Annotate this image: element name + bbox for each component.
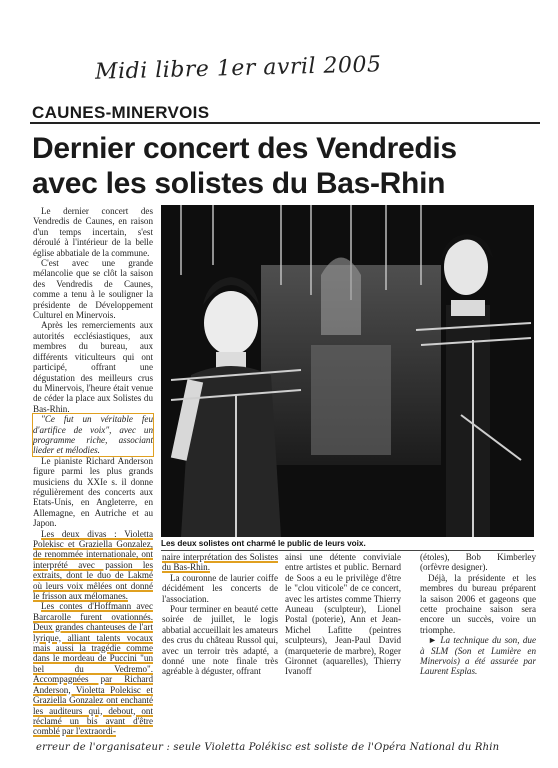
highlighted-quote: "Ce fut un véritable feu d'artifice de voix", avec un programme riche, associant lieder et mélodies. xyxy=(33,414,153,456)
article-column-4 xyxy=(420,552,536,677)
headline-line-1: Dernier concert des Vendredis xyxy=(32,132,457,165)
rubric-divider xyxy=(30,122,540,124)
headline xyxy=(32,131,457,201)
section-rubric: CAUNES-MINERVOIS xyxy=(32,103,210,122)
paragraph: Après les remerciements aux autorités ecclésiastiques, aux membres du bureau, aux différents viticulteurs qui ont participé, offrant une dégustation des meilleurs crus du Minervois, l'heure était venue de céder la place aux Solistes du Bas-Rhin. xyxy=(33,320,153,414)
paragraph: La couronne de laurier coiffe décidément les concerts de l'association. xyxy=(162,572,278,604)
paragraph: Pour terminer en beauté cette soirée de juillet, le logis abbatial accueillait les amateurs des crus du château Russol qui, avec un terroir très adapté, a donné une note finale très agréable à déguster, offrant xyxy=(162,604,278,677)
caption-divider xyxy=(161,550,534,551)
photo-caption: Les deux solistes ont charmé le public de leurs voix. xyxy=(161,539,366,548)
paragraph: C'est avec une grande mélancolie que se clôt la saison des Vendredis de Caunes, comme a tenu à le souligner la présidente de Développement Culturel en Minervois. xyxy=(33,258,153,321)
paragraph: Le pianiste Richard Anderson figure parmi les plus grands musiciens du XXIe s. il donne régulièrement des concerts aux Etats-Unis, en Angleterre, en Allemagne, en Autriche et au Japon. xyxy=(33,455,153,529)
paragraph: Le dernier concert des Vendredis de Caunes, en raison d'un temps incertain, s'est déroulé à l'intérieur de la belle église abbatiale de la commune. xyxy=(33,206,153,258)
concert-photo xyxy=(161,205,534,537)
highlighted-paragraph: Les contes d'Hoffmann avec Barcarolle furent ovationnés. Deux grandes chanteuses de l'art lyrique, alliant talents vocaux mais aussi la tragédie comme dans le mordeau de Puccini "un bel du Vedremo". Accompagnées par Richard Anderson, Violetta Polekisc et Graziella Gonzalez ont enchanté les auditeurs qui, debout, ont réclamé un bis avant d'être comblé par l'extraordi- xyxy=(33,601,153,737)
highlighted-paragraph: naire interprétation des Solistes du Bas-Rhin. xyxy=(162,552,278,573)
article-column-3 xyxy=(285,552,401,677)
paragraph: Déjà, la présidente et les membres du bureau préparent la saison 2006 et gageons que cette prochaine saison sera encore un succès, voire un triomphe. xyxy=(420,572,536,635)
article-column-2 xyxy=(162,552,278,677)
headline-line-2: avec les solistes du Bas-Rhin xyxy=(32,167,446,200)
concert-photo-image xyxy=(161,205,534,537)
article-column-1 xyxy=(33,206,153,737)
handwritten-footer-note: erreur de l'organisateur : seule Violetta Polékisc est soliste de l'Opéra National du Rhin xyxy=(36,742,500,753)
paragraph: (étoles), Bob Kimberley (orfèvre designer). xyxy=(420,552,536,573)
paragraph: ainsi une détente conviviale entre artistes et public. Bernard de Soos a eu le privilège d'être le "clou viticole" de ce concert, avec les artistes comme Thierry Auneau (sculpteur), Lionel Postal (poterie), Ann et Jean-Michel Lafitte (peintres sculpteurs), Jean-Paul David (marqueterie de marbre), Roger Gironnet (aquarelles), Thierry Ivanoff xyxy=(285,552,401,677)
highlighted-paragraph: Les deux divas : Violetta Polekisc et Graziella Gonzalez, de renommée internationale, ont interprété avec passion les extraits, dont le duo de Lakmé où leurs voix mêlées ont donné le frisson aux mélomanes. xyxy=(33,528,153,602)
handwritten-header-note: Midi libre 1er avril 2005 xyxy=(94,52,382,85)
credit-note: ► La technique du son, due à SLM (Son et Lumière en Minervois) a été assurée par Laurent Esplas. xyxy=(420,635,536,677)
